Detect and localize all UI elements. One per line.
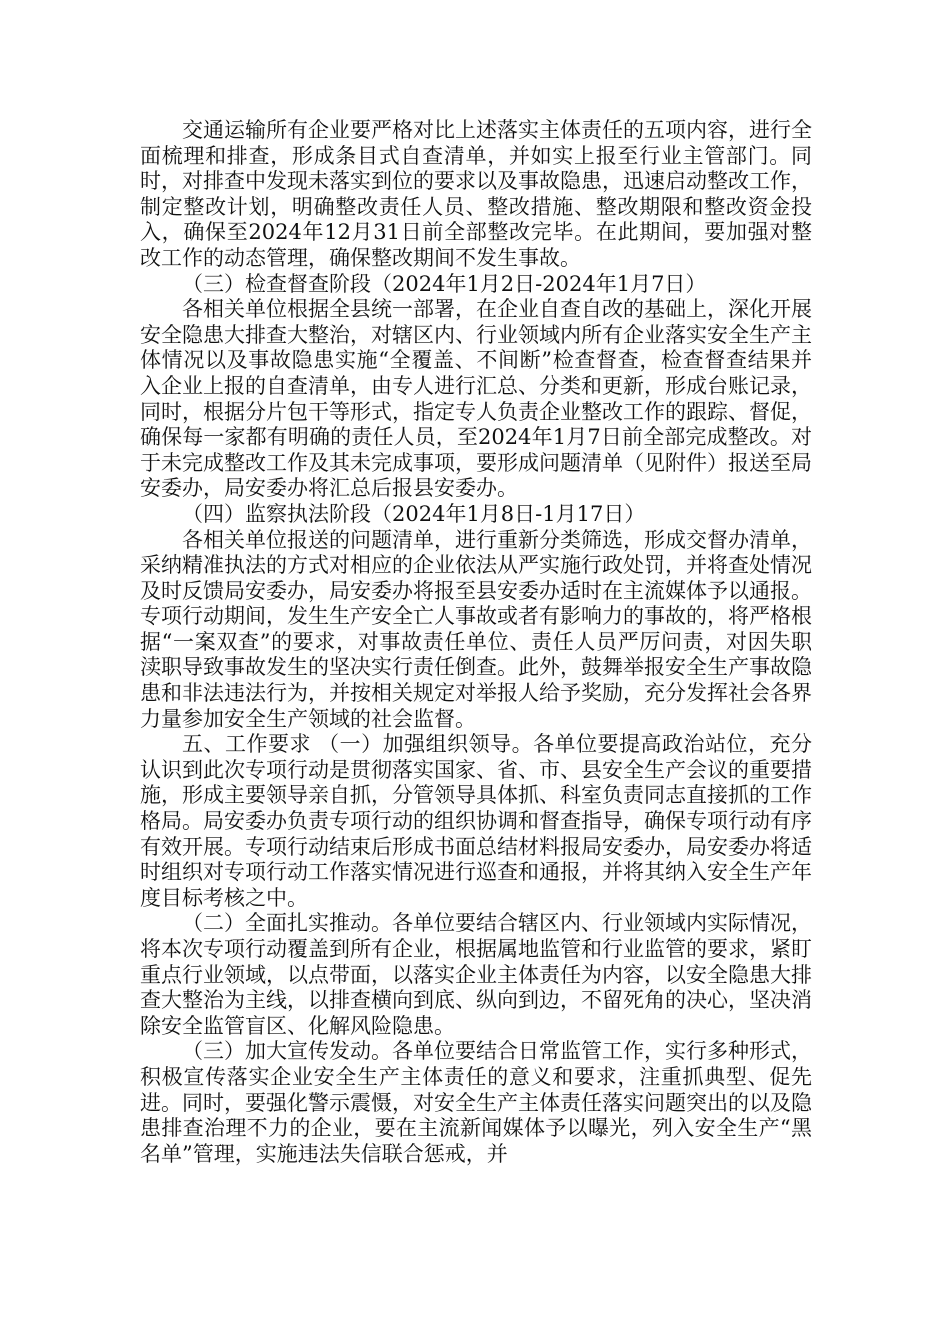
paragraph-promotion: （二）全面扎实推动。各单位要结合辖区内、行业领域内实际情况，将本次专项行动覆盖到所有企业，根据属地监管和行业监管的要求，紧盯重点行业领域，以点带面，以落实企业主体责任为内容，以安全隐患大排查大整治为主线，以排查横向到底、纵向到边，不留死角的决心，坚决消除安全监管盲区、化解风险隐患。 xyxy=(140,911,812,1038)
paragraph-enforcement-stage: 各相关单位报送的问题清单，进行重新分类筛选，形成交督办清单，采纳精准执法的方式对相应的企业依法从严实施行政处罚，并将查处情况及时反馈局安委办，局安委办将报至县安委办适时在主流媒体予以通报。专项行动期间，发生生产安全亡人事故或者有影响力的事故的，将严格根据“一案双查”的要求，对事故责任单位、责任人员严厉问责，对因失职渎职导致事故发生的坚决实行责任倒查。此外，鼓舞举报安全生产事故隐患和非法违法行为，并按相关规定对举报人给予奖励，充分发挥社会各界力量参加安全生产领域的社会监督。 xyxy=(140,527,812,731)
paragraph-inspection-stage: 各相关单位根据全县统一部署，在企业自查自改的基础上，深化开展安全隐患大排查大整治，对辖区内、行业领域内所有企业落实安全生产主体情况以及事故隐患实施“全覆盖、不间断”检查督查，检查督查结果并入企业上报的自查清单，由专人进行汇总、分类和更新，形成台账记录，同时，根据分片包干等形式，指定专人负责企业整改工作的跟踪、督促，确保每一家都有明确的责任人员，至2024年1月7日前全部完成整改。对于未完成整改工作及其未完成事项，要形成问题清单（见附件）报送至局安委办，局安委办将汇总后报县安委办。 xyxy=(140,297,812,501)
paragraph-work-requirements: 五、工作要求 （一）加强组织领导。各单位要提高政治站位，充分认识到此次专项行动是贯彻落实国家、省、市、县安全生产会议的重要措施，形成主要领导亲自抓，分管领导具体抓、科室负责同志直接抓的工作格局。局安委办负责专项行动的组织协调和督查指导，确保专项行动有序有效开展。专项行动结束后形成书面总结材料报局安委办，局安委办将适时组织对专项行动工作落实情况进行巡查和通报，并将其纳入安全生产年度目标考核之中。 xyxy=(140,732,812,910)
heading-inspection-stage: （三）检查督查阶段（2024年1月2日-2024年1月7日） xyxy=(182,271,707,296)
paragraph-self-inspection: 交通运输所有企业要严格对比上述落实主体责任的五项内容，进行全面梳理和排查，形成条目式自查清单，并如实上报至行业主管部门。同时，对排查中发现未落实到位的要求以及事故隐患，迅速启动整改工作，制定整改计划，明确整改责任人员、整改措施、整改期限和整改资金投入，确保至2024年12月31日前全部整改完毕。在此期间，要加强对整改工作的动态管理，确保整改期间不发生事故。 xyxy=(140,118,812,270)
heading-enforcement-stage: （四）监察执法阶段（2024年1月8日-1月17日） xyxy=(182,501,646,526)
paragraph-publicity: （三）加大宣传发动。各单位要结合日常监管工作，实行多种形式，积极宣传落实企业安全生产主体责任的意义和要求，注重抓典型、促先进。同时，要强化警示震慑，对安全生产主体责任落实问题突出的以及隐患排查治理不力的企业，要在主流新闻媒体予以曝光，列入安全生产“黑名单”管理，实施违法失信联合惩戒，并 xyxy=(140,1039,812,1166)
